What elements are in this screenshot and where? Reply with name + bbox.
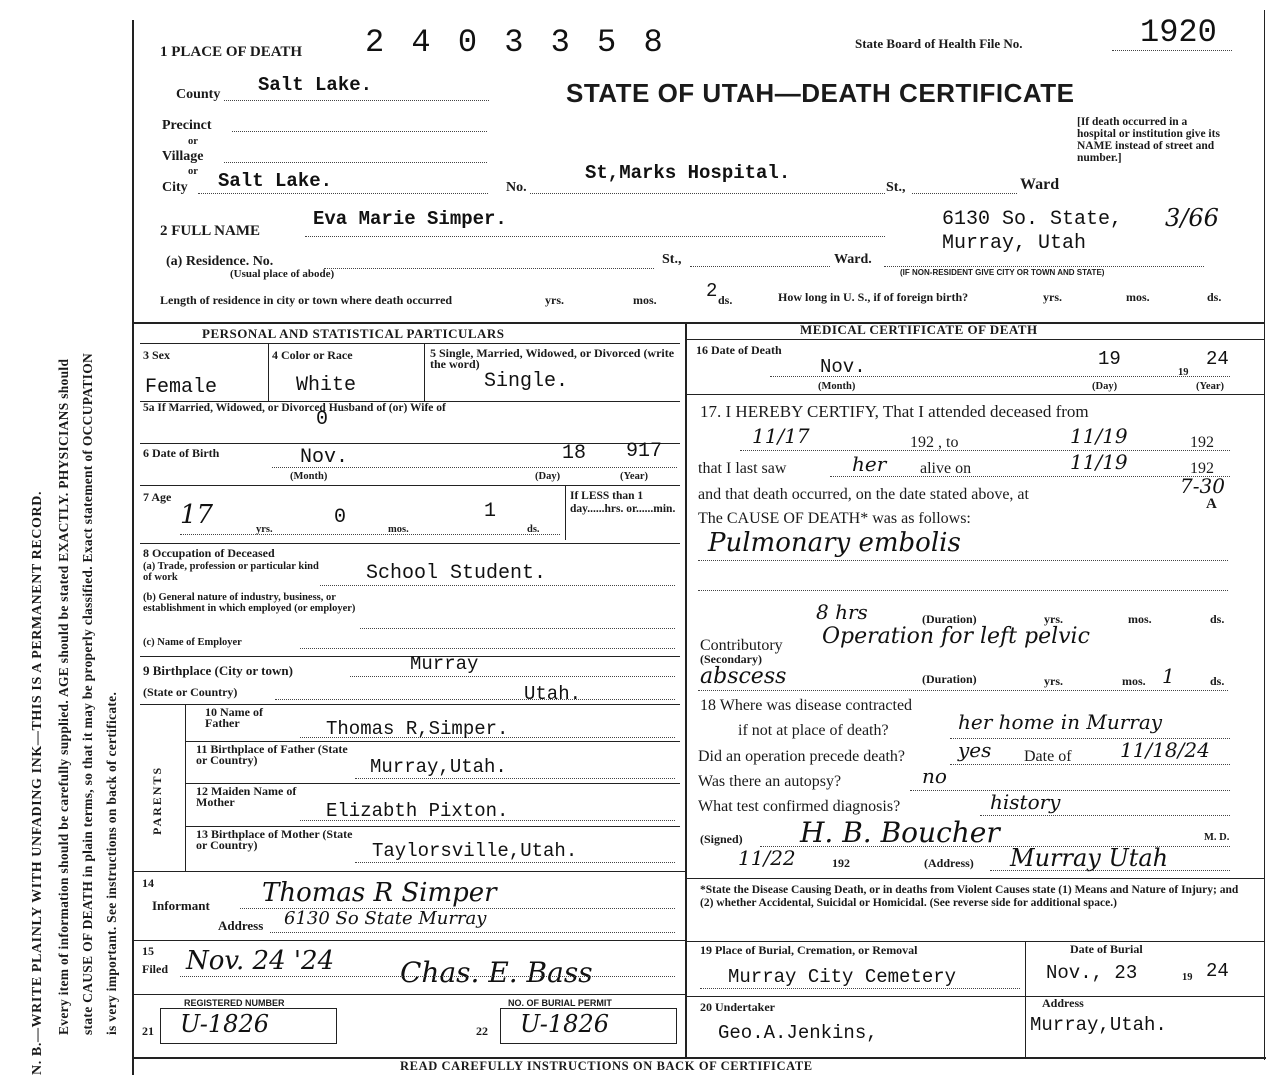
operation-value: yes	[958, 738, 992, 762]
death-day-caption: (Day)	[1092, 381, 1118, 392]
undertaker-address-label: Address	[1042, 996, 1084, 1010]
birthplace-city-line	[350, 676, 675, 677]
number-label: No.	[506, 180, 527, 195]
certify-text: 17. I HEREBY CERTIFY, That I attended deceased from	[700, 402, 1089, 421]
mother-birthplace: Taylorsville,Utah.	[372, 840, 578, 862]
autopsy-value: no	[922, 764, 947, 788]
cause-line-2	[698, 590, 1228, 591]
time-ampm: A	[1206, 496, 1217, 512]
dob-label: 6 Date of Birth	[143, 446, 220, 460]
county-value: Salt Lake.	[258, 74, 373, 96]
cause-footnote: *State the Disease Causing Death, or in deaths from Violent Causes state (1) Means and Nature of Injury; and (2) whether Accidental, Suicidal or Homicidal. (See reverse side for additional space.)	[700, 884, 1239, 909]
county-label: County	[176, 87, 221, 102]
color-label: 4 Color or Race	[272, 348, 353, 362]
undertaker-value: Geo.A.Jenkins,	[718, 1022, 878, 1044]
occupation-value: School Student.	[366, 562, 547, 585]
center-divider	[685, 322, 687, 1057]
cause-label: The CAUSE OF DEATH* was as follows:	[698, 510, 971, 527]
informant-address-line	[270, 932, 675, 933]
city-label: City	[162, 180, 188, 195]
alive-line	[830, 476, 1230, 477]
death-occurred-label: and that death occurred, on the date stated above, at	[698, 486, 1029, 503]
mother-bp-line	[355, 862, 675, 863]
age-yrs-label: yrs.	[256, 524, 273, 535]
informant-address: 6130 So State Murray	[284, 908, 487, 929]
row-7-line	[140, 485, 680, 486]
residence-city-value: Murray, Utah	[942, 232, 1087, 255]
foreign-birth-label: How long in U. S., if of foreign birth?	[778, 290, 969, 304]
city-value: Salt Lake.	[218, 170, 333, 192]
age-days: 1	[484, 500, 497, 523]
mother-value: Elizabth Pixton.	[326, 800, 509, 822]
residence-address: 6130 So. State,	[942, 208, 1123, 231]
time-of-death: 7-30	[1180, 474, 1225, 498]
occupation-line	[320, 585, 675, 586]
contributory-cause: Operation for left pelvic	[822, 624, 1090, 649]
contributory-label: Contributory	[700, 637, 783, 654]
dob-month-caption: (Month)	[290, 471, 328, 482]
margin-instructions-3: state CAUSE OF DEATH in plain terms, so that it may be properly classified. Exact statement of OCCUPATION	[80, 352, 95, 1035]
birthplace-state: Utah.	[524, 683, 582, 705]
undertaker-address: Murray,Utah.	[1030, 1014, 1167, 1036]
death-month: Nov.	[820, 356, 866, 378]
age-ds-label: ds.	[527, 524, 540, 535]
operation-label: Did an operation precede death?	[698, 748, 906, 765]
age-line	[180, 534, 560, 535]
occupation-c-line	[300, 648, 675, 649]
usual-abode-caption: (Usual place of abode)	[230, 268, 335, 280]
or-2: or	[188, 166, 198, 177]
secondary-label: (Secondary)	[700, 652, 762, 666]
attended-to-year: 192	[1190, 434, 1214, 451]
alive-on-year: 192	[1190, 460, 1214, 477]
informant-number: 14	[142, 876, 154, 890]
age-less-divider	[565, 485, 566, 540]
father-birthplace-label: 11 Birthplace of Father (State or Country)	[196, 742, 348, 767]
residence-street-line	[690, 266, 830, 267]
length-of-residence-label: Length of residence in city or town where death occurred	[160, 293, 453, 307]
father-bp-line	[355, 778, 675, 779]
undertaker-top-line	[686, 996, 1264, 997]
age-label: 7 Age	[143, 490, 172, 504]
registrar-signature: Chas. E. Bass	[400, 956, 593, 989]
place-of-death-label: 1 PLACE OF DEATH	[160, 44, 303, 60]
burial-divider	[1025, 941, 1026, 1057]
test-value: history	[990, 790, 1061, 814]
signed-date: 11/22	[738, 846, 796, 870]
date-of-death-label: 16 Date of Death	[696, 343, 782, 357]
mother-label: 12 Maiden Name of Mother	[196, 784, 297, 809]
attended-line	[740, 450, 1230, 451]
dob-year: 917	[626, 440, 663, 463]
residence-street-label: St.,	[662, 252, 682, 267]
attended-to-label: 192 , to	[910, 434, 959, 451]
marital-value: Single.	[484, 370, 569, 393]
county-line	[224, 100, 489, 101]
sex-divider	[268, 343, 269, 401]
row-6-line	[140, 443, 680, 444]
registered-prefix: 21	[142, 1024, 154, 1038]
age-less-label: If LESS than 1 day......hrs. or......min.	[570, 490, 676, 515]
cause-duration: 8 hrs	[816, 600, 868, 624]
residence-label: (a) Residence. No.	[166, 254, 274, 269]
filed-date: Nov. 24 '24	[186, 946, 335, 976]
filed-number: 15	[142, 944, 154, 958]
full-name-label: 2 FULL NAME	[160, 223, 261, 239]
date-of-death-line	[770, 376, 1230, 377]
margin-instructions-1: N. B.—WRITE PLAINLY WITH UNFADING INK—THIS IS A PERMANENT RECORD.	[30, 490, 45, 1075]
physician-address: Murray Utah	[1010, 844, 1169, 872]
occupation-b-line	[360, 628, 675, 629]
spouse-label: 5a If Married, Widowed, or Divorced Husband of (or) Wife of	[143, 402, 446, 414]
margin-instructions-2: Every item of information should be carefully supplied. AGE should be stated EXACTLY. PHYSICIANS should	[56, 358, 71, 1035]
burial-year: 24	[1206, 960, 1229, 982]
birthplace-state-label: (State or Country)	[143, 685, 238, 699]
footer-instructions: READ CAREFULLY INSTRUCTIONS ON BACK OF CERTIFICATE	[400, 1059, 813, 1073]
registered-top-line	[134, 994, 685, 995]
length-ds-label: ds.	[718, 293, 733, 307]
hospital-line	[530, 193, 885, 194]
burial-date-label: Date of Burial	[1070, 942, 1143, 956]
or-1: or	[188, 136, 198, 147]
city-line	[198, 193, 488, 194]
margin-instructions-4: is very important. See instructions on back of certificate.	[104, 691, 119, 1035]
burial-place-line	[700, 988, 1020, 989]
medical-heading-line	[686, 339, 1264, 340]
hospital-note: [If death occurred in a hospital or institution give its NAME instead of street and number.]	[1077, 116, 1220, 164]
length-days-value: 2	[706, 280, 718, 302]
parents-label: PARENTS	[150, 765, 164, 835]
autopsy-label: Was there an autopsy?	[698, 773, 842, 790]
personal-heading: PERSONAL AND STATISTICAL PARTICULARS	[202, 326, 505, 341]
row-17-line	[686, 394, 1264, 395]
color-divider	[424, 343, 425, 401]
autopsy-line	[910, 790, 1230, 791]
cause-of-death: Pulmonary embolis	[708, 528, 961, 558]
filed-line	[180, 976, 675, 977]
sex-value: Female	[145, 376, 218, 399]
alive-on-date: 11/19	[1070, 450, 1128, 474]
informant-name: Thomas R Simper	[262, 878, 497, 908]
test-label: What test confirmed diagnosis?	[698, 798, 901, 815]
cause-ds-label: ds.	[1210, 612, 1225, 626]
marital-label: 5 Single, Married, Widowed, or Divorced (write the word)	[430, 346, 675, 371]
street-label: St.,	[886, 180, 906, 195]
cause-mos-label: mos.	[1128, 612, 1152, 626]
row-8-line	[140, 543, 680, 544]
cause-yrs-label: yrs.	[1044, 612, 1063, 626]
last-saw-pronoun: her	[852, 452, 887, 476]
burial-year-prefix: 19	[1182, 972, 1193, 983]
contracted-label: 18 Where was disease contracted	[700, 697, 913, 714]
father-birthplace: Murray,Utah.	[370, 756, 507, 778]
occupation-a-label: (a) Trade, profession or particular kind of work	[143, 561, 319, 583]
footnote-top-line	[686, 878, 1264, 879]
father-label: 10 Name of Father	[205, 705, 263, 730]
death-year: 24	[1206, 348, 1229, 370]
file-number-stamp: 2 4 0 3 3 5 8	[365, 24, 667, 61]
age-months: 0	[334, 506, 347, 529]
birthplace-city: Murray	[410, 653, 479, 675]
occupation-b-label: (b) General nature of industry, business, or establishment in which employed (or employer)	[143, 592, 356, 614]
age-years: 17	[180, 500, 214, 530]
contrib-duration-label: (Duration)	[922, 672, 977, 686]
parents-divider	[185, 704, 186, 871]
residence-address-note: 3/66	[1165, 204, 1219, 232]
burial-top-line	[686, 941, 1264, 942]
main-top-line	[134, 322, 1264, 324]
burial-place: Murray City Cemetery	[728, 966, 957, 988]
md-label: M. D.	[1204, 832, 1230, 843]
informant-address-label: Address	[218, 918, 264, 933]
foreign-mos-label: mos.	[1126, 290, 1150, 304]
village-label: Village	[162, 149, 204, 164]
full-name-value: Eva Marie Simper.	[313, 208, 507, 230]
contracted-place: her home in Murray	[958, 710, 1163, 734]
father-value: Thomas R,Simper.	[326, 718, 509, 740]
operation-date-label: Date of	[1024, 748, 1072, 765]
foreign-yrs-label: yrs.	[1043, 290, 1062, 304]
mother-line	[300, 820, 675, 821]
length-yrs-label: yrs.	[545, 293, 564, 307]
occupation-label: 8 Occupation of Deceased	[143, 546, 275, 560]
sex-label: 3 Sex	[143, 348, 170, 362]
residence-number-line	[324, 268, 654, 269]
ward-label: Ward	[1020, 176, 1060, 193]
death-month-caption: (Month)	[818, 381, 856, 392]
signed-address-label: (Address)	[924, 856, 974, 870]
right-border	[1264, 10, 1265, 1060]
left-border	[132, 20, 134, 1075]
attended-to: 11/19	[1070, 424, 1128, 448]
burial-permit-label: NO. OF BURIAL PERMIT	[508, 998, 612, 1008]
alive-on-label: alive on	[920, 460, 972, 477]
precinct-label: Precinct	[162, 118, 212, 133]
informant-top-line	[134, 871, 685, 872]
length-mos-label: mos.	[633, 293, 657, 307]
certificate-title: STATE OF UTAH—DEATH CERTIFICATE	[566, 78, 1075, 108]
contracted-label-2: if not at place of death?	[738, 722, 889, 739]
ward-line	[912, 193, 1017, 194]
age-mos-label: mos.	[388, 524, 409, 535]
cause-line-1	[698, 560, 1228, 561]
filed-top-line	[134, 940, 685, 941]
operation-date: 11/18/24	[1120, 738, 1210, 762]
contrib-yrs-label: yrs.	[1044, 674, 1063, 688]
signed-address-line	[990, 870, 1230, 871]
village-line	[224, 162, 487, 163]
dob-line	[272, 467, 677, 468]
operation-line	[950, 764, 1230, 765]
nonresident-caption: (IF NON-RESIDENT GIVE CITY OR TOWN AND STATE)	[900, 268, 1105, 277]
undertaker-label: 20 Undertaker	[700, 1000, 775, 1014]
medical-heading: MEDICAL CERTIFICATE OF DEATH	[800, 322, 1038, 337]
dob-day: 18	[562, 442, 587, 465]
informant-label: Informant	[152, 898, 210, 913]
burial-date: Nov., 23	[1046, 962, 1138, 984]
father-line	[300, 737, 675, 738]
hospital-value: St,Marks Hospital.	[585, 162, 791, 184]
board-file-number: 1920	[1140, 14, 1217, 51]
personal-heading-line	[140, 343, 680, 344]
contrib-mos-label: mos.	[1122, 674, 1146, 688]
mother-birthplace-label: 13 Birthplace of Mother (State or Country)	[196, 827, 353, 852]
color-value: White	[296, 374, 357, 397]
signed-label: (Signed)	[700, 832, 743, 846]
signed-year: 192	[832, 856, 850, 870]
dob-day-caption: (Day)	[535, 471, 561, 482]
cause-duration-label: (Duration)	[922, 612, 977, 626]
birthplace-state-line	[275, 699, 675, 700]
dob-year-caption: (Year)	[620, 471, 648, 482]
contrib-ds-label: ds.	[1210, 674, 1225, 688]
attended-from: 11/17	[752, 424, 810, 448]
registered-number: U-1826	[180, 1010, 269, 1038]
dob-month: Nov.	[300, 446, 349, 469]
contrib-duration: 1	[1162, 664, 1175, 688]
burial-place-label: 19 Place of Burial, Cremation, or Removal	[700, 943, 918, 957]
filed-label: Filed	[142, 962, 168, 976]
physician-signature: H. B. Boucher	[800, 816, 1000, 849]
residence-ward-label: Ward.	[834, 252, 872, 267]
burial-permit-prefix: 22	[476, 1024, 488, 1038]
contrib-line	[698, 690, 1228, 691]
death-year-prefix: 19	[1178, 367, 1189, 378]
foreign-ds-label: ds.	[1207, 290, 1222, 304]
registered-number-label: REGISTERED NUMBER	[184, 998, 285, 1008]
death-day: 19	[1098, 348, 1121, 370]
residence-city-line	[884, 266, 1204, 267]
birthplace-label: 9 Birthplace (City or town)	[143, 663, 293, 678]
board-of-health-label: State Board of Health File No.	[855, 36, 1023, 51]
death-year-caption: (Year)	[1196, 381, 1224, 392]
spouse-value: 0	[316, 408, 329, 431]
contributory-cause-2: abscess	[700, 664, 787, 689]
occupation-c-label: (c) Name of Employer	[143, 637, 242, 648]
test-line	[980, 815, 1230, 816]
burial-permit-number: U-1826	[520, 1010, 609, 1038]
full-name-line	[305, 236, 885, 237]
precinct-line	[232, 131, 487, 132]
last-saw-label: that I last saw	[698, 460, 787, 477]
